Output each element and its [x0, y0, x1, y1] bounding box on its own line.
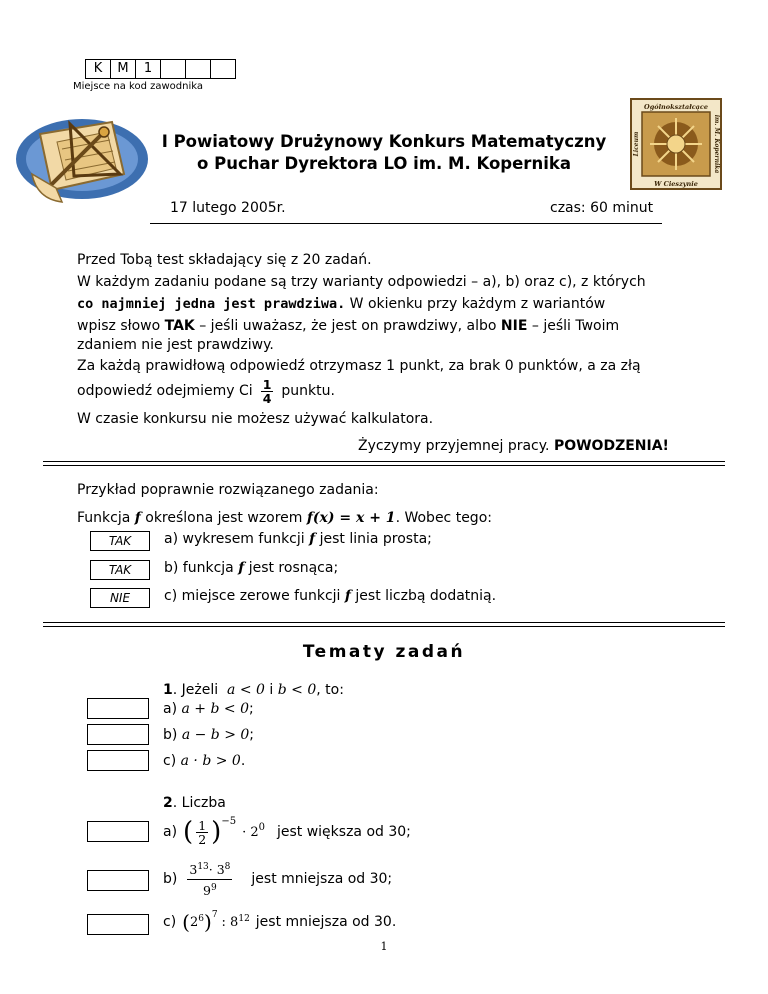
answer-box-2a[interactable] — [87, 821, 149, 842]
fraction-numerator: 1 — [262, 377, 272, 392]
instruction-text: wpisz słowo — [77, 318, 165, 334]
school-seal-icon — [630, 98, 722, 190]
instruction-line — [77, 296, 688, 313]
function-symbol: f — [134, 510, 141, 526]
exponent: 13 — [197, 862, 209, 873]
example-option — [164, 560, 338, 577]
answer-box-1a[interactable] — [87, 698, 149, 719]
base: 2 — [189, 914, 199, 930]
math-expression: a · b > 0 — [180, 753, 241, 769]
code-cell[interactable] — [210, 59, 236, 79]
function-symbol: f — [309, 531, 316, 547]
answer-box-1b[interactable] — [87, 724, 149, 745]
good-luck-line — [358, 438, 669, 455]
instruction-line — [77, 318, 619, 335]
fraction-denominator — [203, 880, 217, 899]
code-cell[interactable]: M — [110, 59, 136, 79]
task-number: 2 — [163, 795, 173, 811]
answer-box-2c[interactable] — [87, 914, 149, 935]
code-cell[interactable] — [185, 59, 211, 79]
option-text: jest większa od 30; — [276, 823, 411, 840]
section-title: Tematy zadań — [302, 642, 466, 662]
math-condition: b < 0 — [277, 682, 317, 698]
fraction-denominator: 2 — [198, 831, 207, 847]
option-text: a) wykresem funkcji — [164, 531, 305, 547]
stem-text: , to: — [316, 682, 344, 698]
option-label: c) — [163, 913, 177, 930]
option-text: jest mniejsza od 30. — [255, 913, 397, 930]
code-cell[interactable]: K — [85, 59, 111, 79]
math-expression: a + b < 0 — [181, 701, 249, 717]
fraction-half — [196, 819, 208, 846]
instruction-text: – jeśli Twoim — [527, 318, 620, 334]
exponent: 9 — [210, 882, 217, 893]
keyword-tak: TAK — [164, 318, 195, 334]
exponent: 6 — [198, 914, 204, 924]
section-divider — [43, 465, 725, 466]
contest-date: 17 lutego 2005r. — [170, 200, 286, 216]
paren-open: ( — [182, 909, 190, 934]
option-text: jest liczbą dodatnią. — [355, 588, 497, 604]
contest-title-line2: o Puchar Dyrektora LO im. M. Kopernika — [197, 154, 571, 173]
code-cell[interactable]: 1 — [135, 59, 161, 79]
option-punctuation: ; — [249, 727, 255, 743]
paren-close: ) — [211, 816, 222, 847]
option-text: jest rosnąca; — [248, 560, 339, 576]
seal-text-left: Liceum — [633, 131, 640, 157]
stem-text: . Wobec tego: — [395, 510, 492, 526]
instruction-line: W czasie konkursu nie możesz używać kalkulatora. — [77, 411, 434, 427]
task-1-option-a — [163, 701, 254, 718]
example-answer-box: NIE — [90, 588, 150, 608]
task-1-option-c — [163, 753, 245, 770]
seal-text-bottom: W Cieszynie — [654, 180, 698, 188]
math-condition: a < 0 — [227, 682, 265, 698]
seal-text-right: im. M. Kopernika — [713, 114, 720, 174]
instruction-text: – jeśli uważasz, że jest on prawdziwy, albo — [194, 318, 501, 334]
option-text: b) funkcja — [164, 560, 234, 576]
paren-close: ) — [204, 909, 212, 934]
section-divider — [43, 622, 725, 623]
fraction-powers — [187, 859, 232, 898]
paren-open: ( — [183, 816, 194, 847]
instruction-line: Za każdą prawidłową odpowiedź otrzymasz 1 punkt, za brak 0 punktów, a za złą — [77, 358, 641, 374]
exponent: 0 — [258, 822, 265, 833]
base: 3 — [189, 862, 198, 878]
example-answer-box: TAK — [90, 531, 150, 551]
stem-text: Funkcja — [77, 510, 131, 526]
example-intro: Przykład poprawnie rozwiązanego zadania: — [77, 482, 379, 498]
function-symbol: f — [344, 588, 351, 604]
code-cell[interactable] — [160, 59, 186, 79]
header-divider — [150, 223, 662, 224]
answer-box-1c[interactable] — [87, 750, 149, 771]
example-option — [164, 531, 432, 548]
option-label: a) — [163, 823, 178, 840]
instruction-text: W okienku przy każdym z wariantów — [345, 296, 606, 312]
option-label: a) — [163, 701, 178, 717]
answer-box-2b[interactable] — [87, 870, 149, 891]
page-number: 1 — [380, 940, 388, 953]
function-formula: f(x) = x + 1 — [306, 510, 396, 526]
instruction-line — [77, 378, 335, 405]
instruction-emphasis: co najmniej jedna jest prawdziwa. — [77, 296, 346, 312]
stem-text: . Liczba — [172, 795, 226, 811]
option-text: jest linia prosta; — [319, 531, 432, 547]
option-label: c) — [163, 753, 177, 769]
fraction-numerator — [187, 859, 232, 879]
example-answer-box: TAK — [90, 560, 150, 580]
math-expression: : 8 — [221, 914, 239, 930]
contestant-code-grid — [86, 59, 236, 79]
stem-text: . Jeżeli — [172, 682, 219, 698]
fraction-numerator: 1 — [198, 817, 207, 833]
stem-text: określona jest wzorem — [145, 510, 303, 526]
option-label: b) — [163, 727, 178, 743]
math-expression: · 2 — [242, 824, 259, 840]
example-option — [164, 588, 496, 605]
instruction-line: zdaniem nie jest prawdziwy. — [77, 337, 274, 353]
instruction-line: W każdym zadaniu podane są trzy warianty odpowiedzi – a), b) oraz c), z których — [77, 274, 646, 290]
instruction-text: punktu. — [281, 383, 335, 399]
task-2-option-c — [163, 907, 396, 937]
keyword-nie: NIE — [500, 318, 528, 334]
option-text: jest mniejsza od 30; — [251, 870, 393, 887]
base: 9 — [203, 882, 211, 898]
exponent: −5 — [221, 816, 237, 827]
option-punctuation: ; — [248, 701, 254, 717]
math-expression: a − b > 0 — [181, 727, 250, 743]
fraction-denominator: 4 — [262, 391, 272, 406]
function-symbol: f — [238, 560, 245, 576]
option-text: c) miejsce zerowe funkcji — [164, 588, 341, 604]
section-divider — [43, 461, 725, 462]
task-2-option-a — [163, 813, 411, 851]
option-punctuation: . — [240, 753, 246, 769]
wish-text: Życzymy przyjemnej pracy. — [358, 438, 550, 454]
instruction-line: Przed Tobą test składający się z 20 zadań. — [77, 252, 372, 268]
exponent: 7 — [211, 910, 218, 920]
task-1-stem — [163, 682, 344, 699]
task-number: 1 — [163, 682, 173, 698]
example-stem — [77, 510, 492, 527]
wish-emphasis: POWODZENIA! — [553, 438, 669, 454]
exponent: 8 — [224, 862, 231, 873]
exponent: 12 — [238, 914, 250, 924]
code-caption: Miejsce na kod zawodnika — [73, 81, 203, 92]
stem-text: i — [269, 682, 274, 698]
fraction-quarter — [261, 378, 274, 405]
base: · 3 — [208, 862, 225, 878]
task-1-option-b — [163, 727, 254, 744]
task-2-option-b — [163, 858, 392, 900]
contest-title-line1: I Powiatowy Drużynowy Konkurs Matematyczny — [161, 132, 607, 151]
seal-text-top: Ogólnokształcące — [644, 103, 708, 111]
task-2-stem — [163, 795, 226, 812]
section-divider — [43, 626, 725, 627]
option-label: b) — [163, 870, 178, 887]
contest-duration: czas: 60 minut — [550, 200, 654, 216]
instruction-text: odpowiedź odejmiemy Ci — [77, 383, 253, 399]
